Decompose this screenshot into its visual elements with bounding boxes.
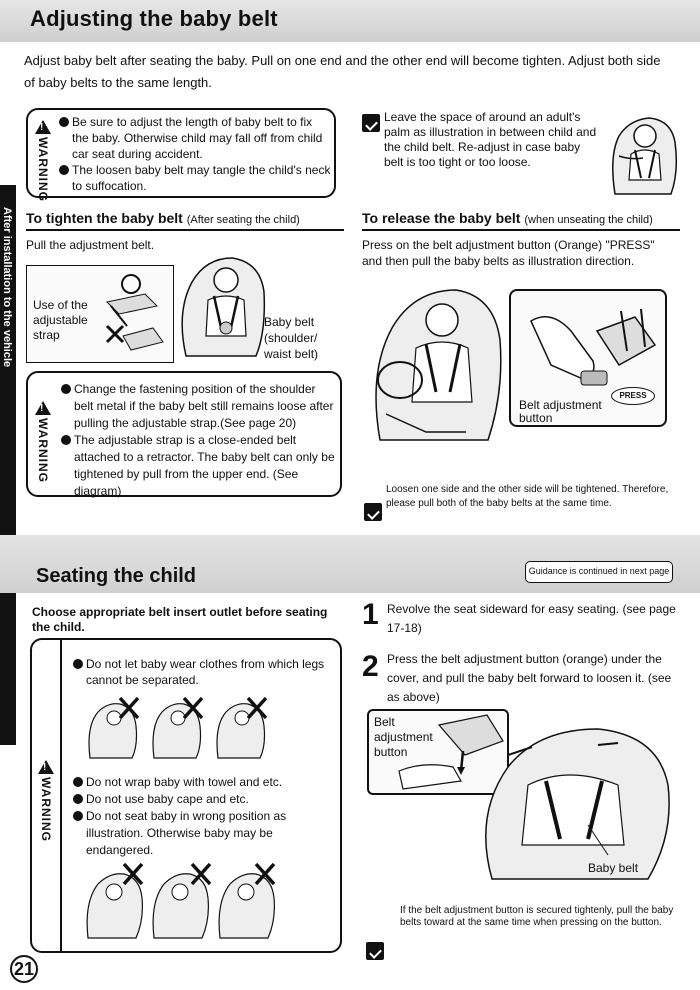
warning-label: ! WARNING [34,120,52,202]
wrong-position-illustration [84,862,280,942]
guidance-continued-badge: Guidance is continued in next page [525,561,673,583]
release-button-detail-box [509,289,667,427]
warning-triangle-icon [35,120,51,134]
step2-button-label: Belt adjustment button [374,715,433,759]
wrong-clothes-illustration [84,696,274,762]
release-note: Loosen one side and the other side will be tightened. Therefore, please pull both of the baby belts at the same time. [386,484,669,509]
release-heading: To release the baby belt (when unseating the child) [362,210,653,226]
strap-illustration-box [26,265,174,363]
page-number: 21 [10,955,38,983]
warning-item: Do not wrap baby with towel and etc. [72,774,340,791]
divider [60,640,62,951]
note-check-icon [366,942,384,960]
baby-belt-label: Baby belt (shoulder/ waist belt) [264,315,319,361]
choose-outlet-text: Choose appropriate belt insert outlet before seating the child. [32,605,328,634]
palm-illustration [605,106,680,198]
warning-box-strap [26,371,342,497]
release-body: Press on the belt adjustment button (Orange) "PRESS" and then pull the baby belts as illustration direction. [362,238,655,268]
press-badge: PRESS [611,387,655,405]
note-check-icon [364,503,382,521]
note-check-icon [362,114,380,132]
warning-item: The adjustable strap is a close-ended belt attached to a retractor. The baby belt can only be tightened by pull from the upper end. (See diagram) [60,432,338,500]
warning-list [72,774,340,859]
section-side-tab: After installation to the vehicle [0,185,16,745]
divider [26,229,344,231]
strap-label: Use of the adjustable strap [33,298,88,342]
warning-list [60,381,338,500]
step2-seat-illustration [468,715,678,885]
seating-title: Seating the child [36,565,197,587]
warning-list [72,656,334,688]
header-band [0,0,700,42]
warning-label: ! WARNING [37,760,55,842]
release-seat-illustration [366,282,506,448]
tighten-seat-illustration [176,252,266,362]
step-number: 2 [362,650,379,683]
warning-triangle-icon [38,760,54,774]
belt-adjustment-button-label: Belt adjustment button [519,398,602,425]
warning-label: ! WARNING [34,401,52,483]
warning-list [58,114,332,194]
step-text: Revolve the seat sideward for easy seating. (see page 17-18) [387,602,676,635]
warning-item: Do not let baby wear clothes from which legs cannot be separated. [72,656,334,688]
warning-item: Change the fastening position of the shoulder belt metal if the baby belt still remains loose after pulling the adjustable strap.(See page 20) [60,381,338,432]
tighten-body: Pull the adjustment belt. [26,238,155,252]
page-title: Adjusting the baby belt [30,6,278,31]
tighten-heading: To tighten the baby belt (After seating the child) [26,210,300,226]
warning-item: The loosen baby belt may tangle the child's neck to suffocation. [58,162,332,194]
warning-item: Do not seat baby in wrong position as illustration. Otherwise baby may be endangered. [72,808,340,859]
step2-baby-belt-label: Baby belt [588,861,639,875]
divider [362,229,680,231]
warning-box-belt-length [26,108,336,202]
bottom-note: If the belt adjustment button is secured tightenly, pull the baby belts toward at the same time when pressing on the button. [400,905,674,928]
warning-triangle-icon [35,401,51,415]
warning-item: Be sure to adjust the length of baby belt to fix the baby. Otherwise child may fall off from child car seat during accident. [58,114,332,162]
step-text: Press the belt adjustment button (orange) under the cover, and pull the baby belt forward to loosen it. (see as above) [387,652,672,704]
warning-box-seating [30,638,342,953]
warning-item: Do not use baby cape and etc. [72,791,340,808]
note-palm-text: Leave the space of around an adult's palm as illustration in between child and the child belt. Re-adjust in case baby belt is too tight or too loose. [384,110,597,169]
step-number: 1 [362,598,379,631]
intro-text: Adjust baby belt after seating the baby. Pull on one end and the other end will become tighten. Adjust both side of baby belts to the same length. [24,53,661,90]
